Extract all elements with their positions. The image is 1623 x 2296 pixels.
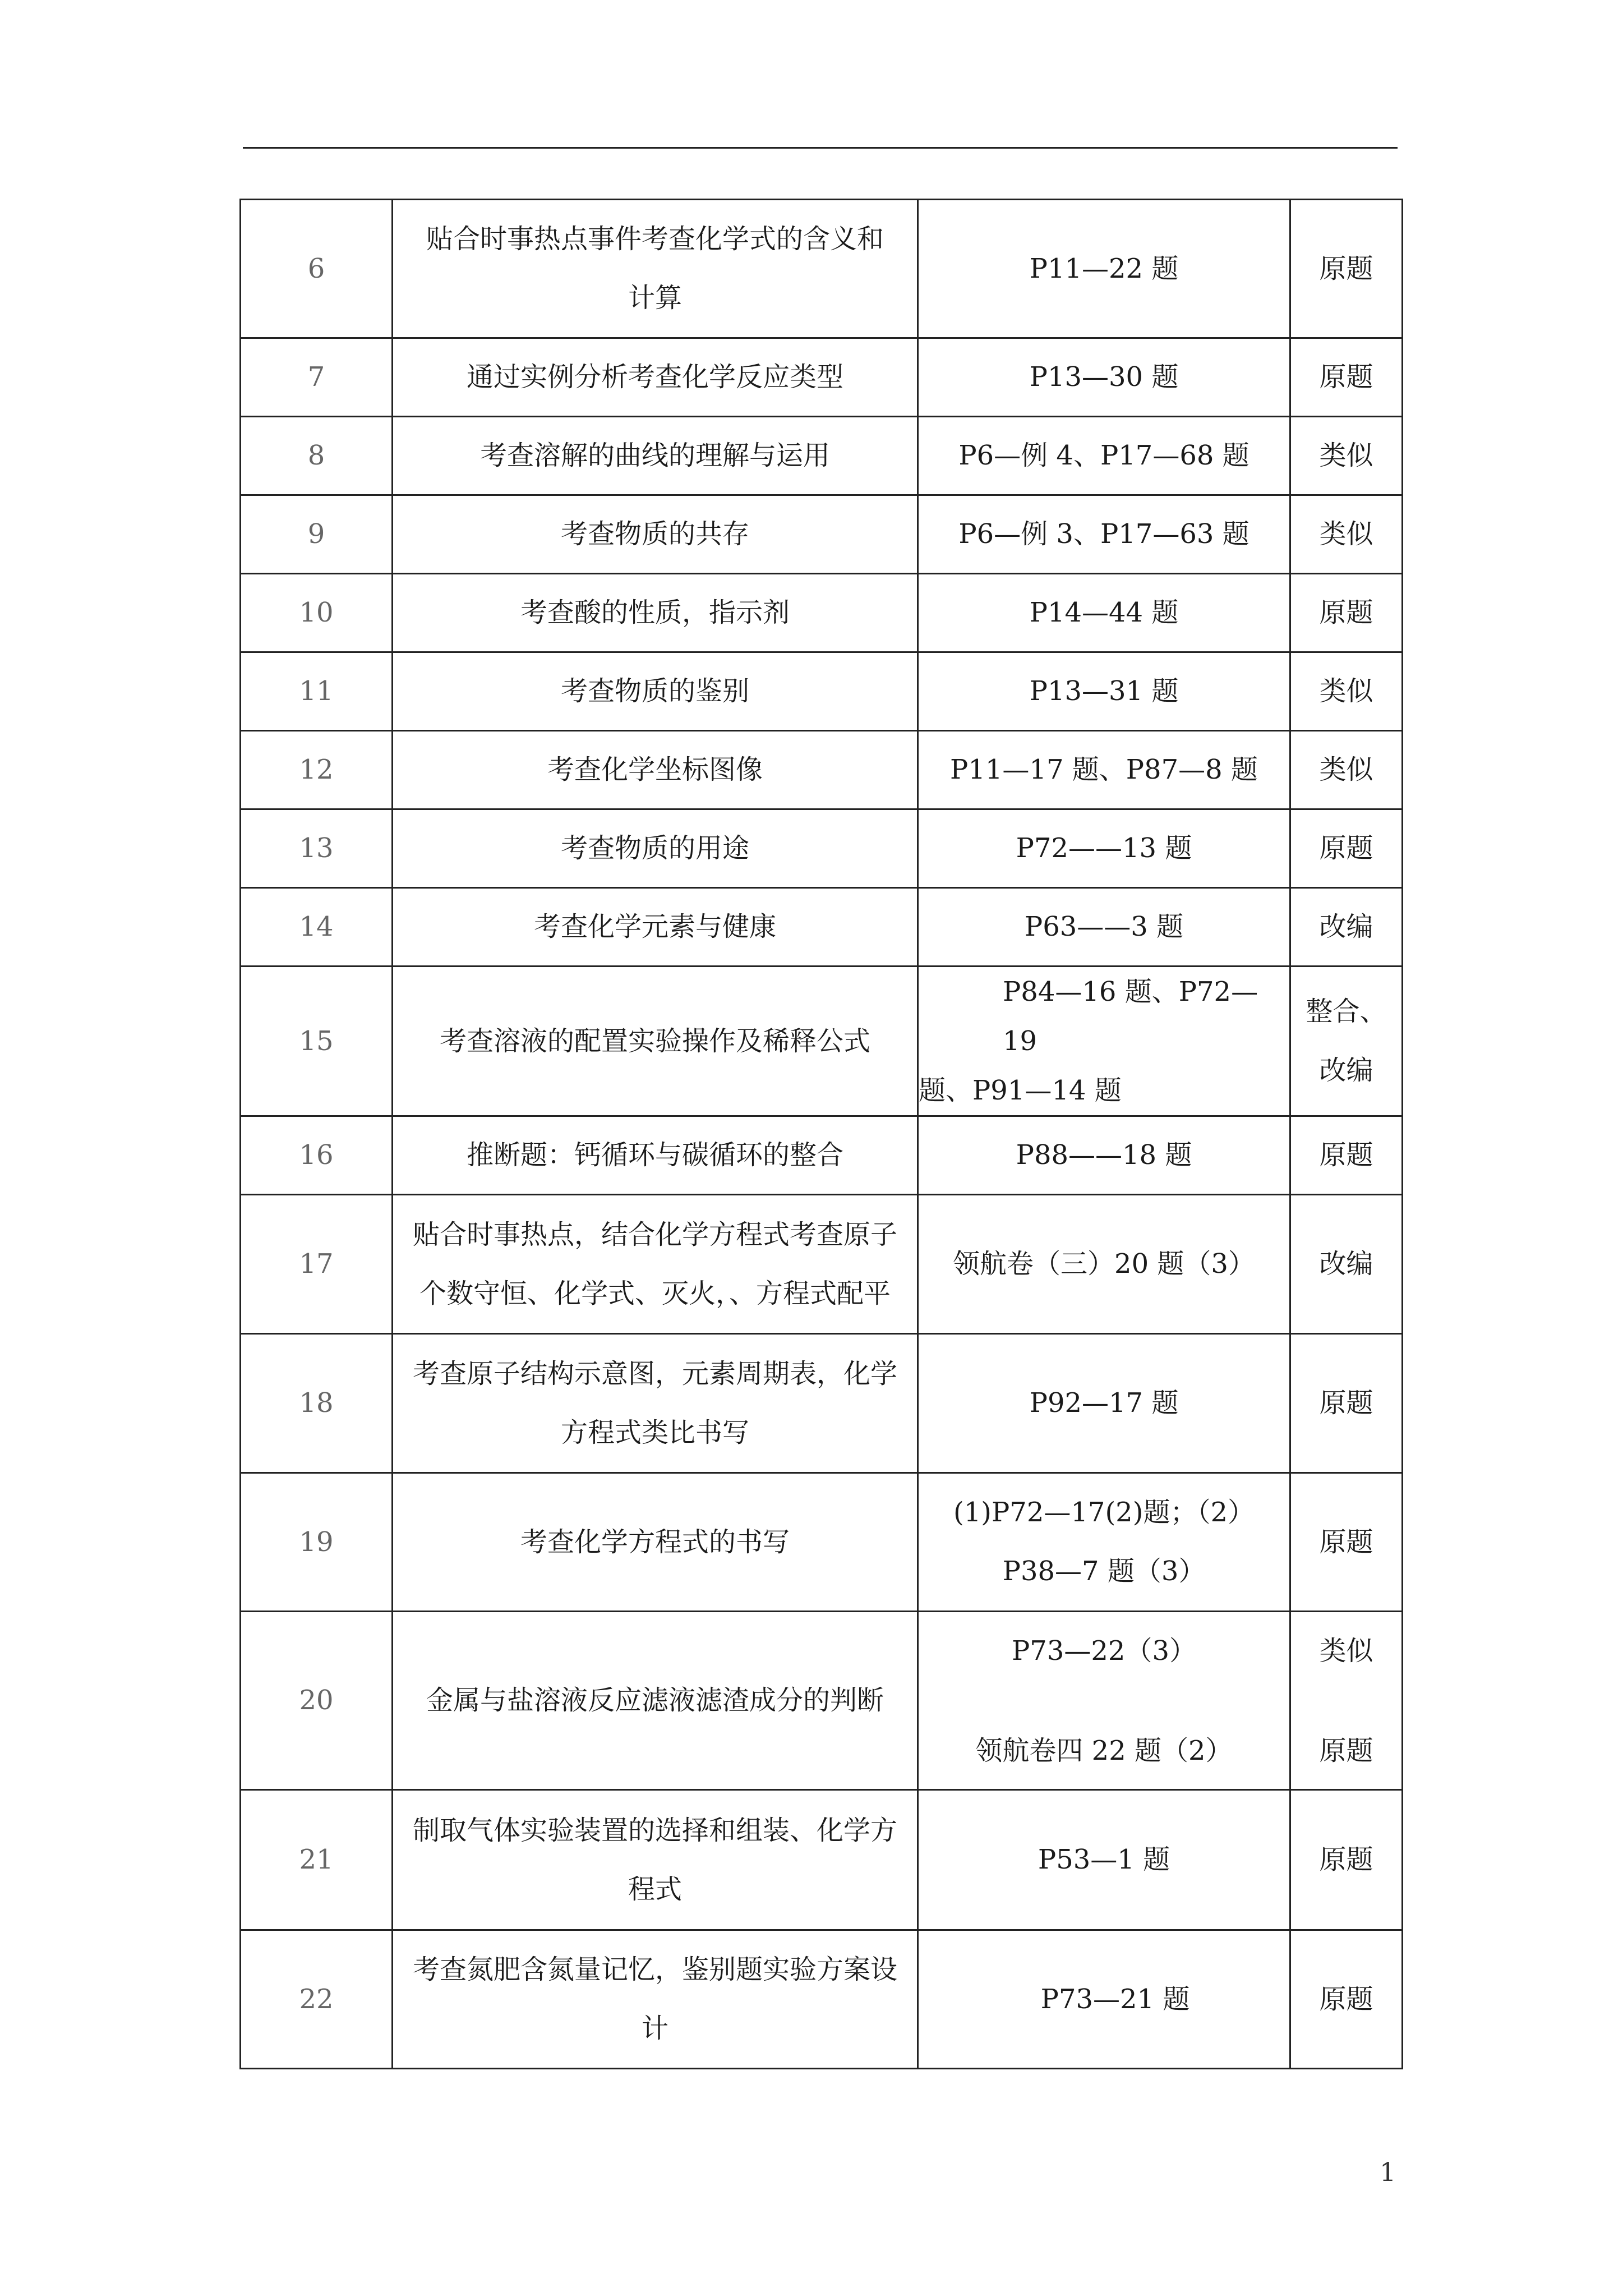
type-line: 原题 (1319, 1387, 1373, 1419)
table-row (241, 809, 1403, 888)
type-cell (1290, 888, 1403, 967)
question-number: 7 (241, 338, 393, 417)
source-cell (918, 1334, 1290, 1473)
type-line: 原题 (1319, 1734, 1373, 1766)
type-cell (1290, 967, 1403, 1116)
topic-cell (393, 200, 918, 338)
question-number: 6 (241, 200, 393, 338)
topic-cell (393, 1334, 918, 1473)
topic-line: 考查化学方程式的书写 (520, 1526, 790, 1558)
topic-line: 考查溶液的配置实验操作及稀释公式 (439, 1025, 870, 1057)
topic-line: 通过实例分析考查化学反应类型 (466, 361, 843, 393)
table-row (241, 417, 1403, 495)
topic-line: 计算 (628, 282, 682, 314)
question-number: 14 (241, 888, 393, 967)
source-cell (918, 495, 1290, 574)
type-line: 原题 (1319, 252, 1373, 284)
table-row (241, 1116, 1403, 1195)
page-number: 1 (1380, 2157, 1396, 2187)
type-cell (1290, 1334, 1403, 1473)
topic-line: 个数守恒、化学式、灭火，、方程式配平 (419, 1277, 891, 1309)
topic-line: 金属与盐溶液反应滤液滤渣成分的判断 (426, 1685, 884, 1716)
source-line: 题、P91—14 题 (919, 1075, 1122, 1106)
type-line: 改编 (1319, 1248, 1373, 1280)
topic-line: 制取气体实验装置的选择和组装、化学方 (412, 1814, 897, 1846)
type-cell (1290, 731, 1403, 809)
type-line: 类似 (1319, 440, 1373, 471)
topic-cell (393, 809, 918, 888)
source-spacer (919, 1676, 1289, 1726)
topic-cell (393, 888, 918, 967)
header-rule (243, 147, 1398, 149)
source-cell (918, 417, 1290, 495)
type-line: 原题 (1319, 597, 1373, 628)
source-line: P73—21 题 (1040, 1983, 1190, 2015)
type-line: 原题 (1319, 1844, 1373, 1875)
topic-cell (393, 967, 918, 1116)
topic-line: 考查溶解的曲线的理解与运用 (479, 440, 830, 471)
source-cell (918, 809, 1290, 888)
source-cell (918, 574, 1290, 652)
source-cell (918, 200, 1290, 338)
source-cell (918, 652, 1290, 731)
topic-cell (393, 574, 918, 652)
type-line: 整合、 (1306, 996, 1387, 1027)
topic-line: 计 (641, 2013, 668, 2044)
topic-cell (393, 731, 918, 809)
table-row (241, 888, 1403, 967)
type-cell (1290, 809, 1403, 888)
topic-line: 方程式类比书写 (560, 1416, 749, 1448)
source-line: P13—31 题 (1029, 675, 1179, 707)
table-row (241, 1195, 1403, 1334)
question-number: 11 (241, 652, 393, 731)
source-line: P11—22 题 (1029, 252, 1179, 284)
question-number: 10 (241, 574, 393, 652)
question-number: 18 (241, 1334, 393, 1473)
source-line: P6—例 3、P17—63 题 (958, 518, 1249, 550)
source-line: P63——3 题 (1024, 911, 1184, 942)
topic-cell (393, 1116, 918, 1195)
source-line: 领航卷（三）20 题（3） (953, 1248, 1255, 1280)
type-cell (1290, 417, 1403, 495)
topic-cell (393, 1790, 918, 1930)
table-row (241, 1334, 1403, 1473)
type-line: 原题 (1319, 361, 1373, 393)
topic-line: 考查物质的共存 (560, 518, 749, 550)
type-cell (1290, 1116, 1403, 1195)
source-line: P6—例 4、P17—68 题 (958, 440, 1249, 471)
type-cell (1290, 338, 1403, 417)
table-row (241, 338, 1403, 417)
source-line: P92—17 题 (1029, 1387, 1179, 1419)
type-spacer (1291, 1676, 1401, 1726)
type-cell (1290, 574, 1403, 652)
source-cell (918, 1116, 1290, 1195)
source-line: P13—30 题 (1029, 361, 1179, 393)
source-line: P84—16 题、P72—19 (1003, 976, 1258, 1057)
source-line: P14—44 题 (1029, 597, 1179, 628)
topic-line: 贴合时事热点事件考查化学式的含义和 (426, 223, 884, 255)
question-number: 19 (241, 1473, 393, 1612)
type-line: 改编 (1319, 911, 1373, 942)
source-line: (1)P72—17(2)题；（2） (953, 1497, 1255, 1528)
table-row (241, 200, 1403, 338)
source-cell (918, 888, 1290, 967)
question-number: 20 (241, 1612, 393, 1790)
topic-line: 考查化学元素与健康 (533, 911, 776, 942)
source-line: P38—7 题（3） (1002, 1556, 1206, 1587)
topic-line: 贴合时事热点，结合化学方程式考查原子 (412, 1218, 897, 1250)
table-row (241, 1930, 1403, 2069)
source-cell (918, 1195, 1290, 1334)
type-cell (1290, 1790, 1403, 1930)
question-number: 9 (241, 495, 393, 574)
table-row (241, 495, 1403, 574)
type-line: 原题 (1319, 1526, 1373, 1558)
topic-line: 考查物质的鉴别 (560, 675, 749, 707)
question-number: 12 (241, 731, 393, 809)
type-cell (1290, 1195, 1403, 1334)
type-line: 原题 (1319, 832, 1373, 864)
question-number: 8 (241, 417, 393, 495)
type-cell (1290, 1930, 1403, 2069)
source-line: 领航卷四 22 题（2） (975, 1734, 1233, 1766)
topic-line: 考查物质的用途 (560, 832, 749, 864)
type-line: 改编 (1319, 1055, 1373, 1086)
question-number: 15 (241, 967, 393, 1116)
topic-line: 程式 (628, 1873, 682, 1905)
topic-line: 推断题：钙循环与碳循环的整合 (466, 1139, 843, 1171)
source-line: P73—22（3） (1012, 1635, 1196, 1667)
source-cell (918, 967, 1290, 1116)
topic-cell (393, 1930, 918, 2069)
table-row (241, 1790, 1403, 1930)
source-line: P72——13 题 (1016, 832, 1192, 864)
topic-cell (393, 1473, 918, 1612)
topic-line: 考查化学坐标图像 (547, 754, 763, 785)
type-cell (1290, 1612, 1403, 1790)
type-cell (1290, 200, 1403, 338)
topic-cell (393, 1195, 918, 1334)
topic-line: 考查原子结构示意图，元素周期表，化学 (412, 1358, 897, 1389)
source-cell (918, 338, 1290, 417)
table-row (241, 731, 1403, 809)
table-row (241, 1612, 1403, 1790)
table-row (241, 967, 1403, 1116)
source-cell (918, 1473, 1290, 1612)
type-line: 原题 (1319, 1983, 1373, 2015)
topic-line: 考查酸的性质，指示剂 (520, 597, 790, 628)
source-cell (918, 1930, 1290, 2069)
source-line: P88——18 题 (1016, 1139, 1192, 1171)
source-cell (918, 1790, 1290, 1930)
type-cell (1290, 1473, 1403, 1612)
topic-cell (393, 1612, 918, 1790)
topic-cell (393, 417, 918, 495)
topic-cell (393, 652, 918, 731)
type-cell (1290, 652, 1403, 731)
source-line: P53—1 题 (1038, 1844, 1170, 1875)
question-number: 22 (241, 1930, 393, 2069)
table-row (241, 1473, 1403, 1612)
type-line: 原题 (1319, 1139, 1373, 1171)
table-row (241, 574, 1403, 652)
question-number: 13 (241, 809, 393, 888)
question-number: 17 (241, 1195, 393, 1334)
table-row (241, 652, 1403, 731)
type-line: 类似 (1319, 518, 1373, 550)
type-line: 类似 (1319, 675, 1373, 707)
question-number: 21 (241, 1790, 393, 1930)
type-line: 类似 (1319, 1635, 1373, 1667)
source-cell (918, 731, 1290, 809)
question-number: 16 (241, 1116, 393, 1195)
question-analysis-table (239, 199, 1403, 2069)
type-cell (1290, 495, 1403, 574)
topic-line: 考查氮肥含氮量记忆，鉴别题实验方案设 (412, 1954, 897, 1985)
type-line: 类似 (1319, 754, 1373, 785)
source-line: P11—17 题、P87—8 题 (950, 754, 1258, 785)
topic-cell (393, 495, 918, 574)
source-cell (918, 1612, 1290, 1790)
topic-cell (393, 338, 918, 417)
